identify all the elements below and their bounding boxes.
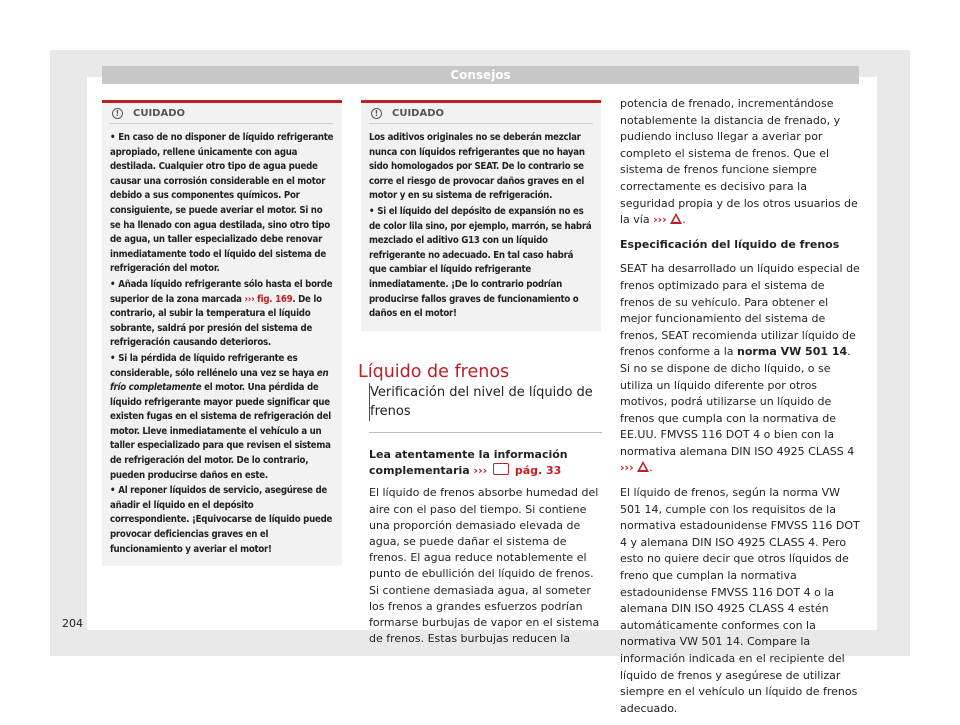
- body-paragraph: El líquido de frenos absorbe humedad del aire con el paso del tiempo. Si contiene una proporción demasiado elevada de agua, se puede dañar el sistema de frenos. El agua reduce notablemente el punto de ebullición del líquido de frenos. Si contiene demasiada agua, al someter los frenos a grandes esfuerzos podrían formarse burbujas de vapor en el sistema de frenos. Estas burbujas reducen la: [369, 486, 600, 646]
- subheading: Especificación del líquido de frenos: [620, 237, 840, 251]
- bullet-icon: •: [110, 485, 116, 497]
- warning-box-middle: [361, 100, 601, 331]
- middle-column: [369, 447, 602, 653]
- bullet-icon: •: [110, 278, 116, 290]
- warning-label: CUIDADO: [392, 107, 445, 119]
- ref-arrows[interactable]: ›››: [653, 213, 667, 227]
- page-link[interactable]: pág. 33: [514, 464, 562, 478]
- page-number: 204: [62, 617, 83, 630]
- warning-bullet: • En caso de no disponer de líquido refrigerante apropiado, rellene únicamente con agua destilada. Cualquier otro tipo de agua puede causar una corrosión considerable en el motor debido a sus componentes químicos. Por consiguiente, se puede averiar el motor. Si no se ha llenado con agua destilada, sino otro tipo de agua, un taller especializado debe renovar inmediatamente todo el líquido del sistema de refrigeración del motor.: [110, 132, 334, 275]
- bullet-icon: •: [110, 132, 116, 143]
- warning-box-left: [102, 100, 342, 566]
- body-paragraph: potencia de frenado, incrementándose notablemente la distancia de frenado, y pudiendo incluso llegar a averiar por completo el sistema de frenos. Que el sistema de frenos funcione siempre correctamente es decisivo para la seguridad propia y de los otros usuarios de la vía ››› .: [620, 97, 858, 227]
- body-paragraph: El líquido de frenos, según la norma VW 501 14, cumple con los requisitos de la normativa estadounidense FMVSS 116 DOT 4 y alemana DIN ISO 4925 CLASS 4. Pero esto no quiere decir que otros líquidos de freno que cumplan la normativa estadounidense FMVSS 116 DOT 4 o la alemana DIN ISO 4925 CLASS 4 estén automáticamente conformes con la normativa VW 501 14. Compare la información indicada en el recipiente del líquido de frenos y asegúrese de utilizar siempre en el vehículo un líquido de frenos adecuado.: [620, 486, 860, 715]
- warning-header: [361, 103, 601, 123]
- ref-arrows[interactable]: ›››: [620, 461, 634, 475]
- bullet-icon: •: [369, 205, 375, 217]
- warning-triangle-icon: [670, 213, 682, 224]
- section-title: Líquido de frenos: [358, 362, 510, 382]
- body-paragraph: SEAT ha desarrollado un líquido especial de frenos optimizado para el sistema de frenos de su vehículo. Para obtener el mejor funcionamiento del sistema de frenos, SEAT recomienda utilizar líquido de frenos conforme a la norma VW 501 14. Si no se dispone de dicho líquido, o se utiliza un líquido diferente por otros motivos, podrá utilizarse un líquido de frenos que cumpla con la normativa de EE.UU. FMVSS 116 DOT 4 o bien con la normativa alemana DIN ISO 4925 CLASS 4 ››› .: [620, 262, 860, 475]
- figure-link[interactable]: ››› fig. 169: [244, 293, 293, 305]
- warning-triangle-icon: [637, 461, 649, 472]
- warning-bullet: • Si el líquido del depósito de expansión no es de color lila sino, por ejemplo, marrón, se habrá mezclado el aditivo G13 con un líquido refrigerante no adecuado. En tal caso habrá que cambiar el líquido refrigerante inmediatamente. ¡De lo contrario podrían producirse fallos graves de funcionamiento o daños en el motor!: [369, 205, 592, 320]
- warning-body: [110, 123, 334, 566]
- warning-header: [102, 103, 342, 123]
- warning-bullet: • Si la pérdida de líquido refrigerante es considerable, sólo rellénelo una vez se haya en frío completamente el motor. Una pérdida de líquido refrigerante mayor puede significar que existen fugas en el sistema de refrigeración del motor. Lleve inmediatamente el vehículo a un taller especializado para que revisen el sistema de refrigeración del motor. De lo contrario, pueden producirse daños en este.: [110, 352, 331, 481]
- right-column: [620, 96, 860, 725]
- book-icon: [493, 463, 509, 475]
- bullet-icon: •: [110, 352, 116, 364]
- warning-bullet: • Añada líquido refrigerante sólo hasta el borde superior de la zona marcada ››› fig. 169. De lo contrario, al subir la temperatura el líquido sobrante, saldrá por presión del sistema de refrigeración causando deterioros.: [110, 278, 333, 349]
- lead-paragraph: Lea atentamente la información complementaria ››› pág. 33: [369, 448, 568, 478]
- warning-label: CUIDADO: [133, 107, 186, 119]
- warning-icon: !: [371, 108, 382, 119]
- ref-arrows[interactable]: ›››: [473, 464, 488, 478]
- divider: [369, 432, 602, 433]
- warning-body: [369, 123, 593, 331]
- warning-icon: !: [112, 108, 123, 119]
- warning-bullet: • Al reponer líquidos de servicio, asegúrese de añadir el líquido en el depósito correspondiente. ¡Equivocarse de líquido puede provocar deficiencias graves en el funcionamiento y averiar el motor!: [110, 485, 333, 555]
- section-header: Consejos: [102, 66, 859, 84]
- warning-paragraph: Los aditivos originales no se deberán mezclar nunca con líquidos refrigerantes que no hayan sido homologados por SEAT. De lo contrario se corre el riesgo de provocar daños graves en el motor y en su sistema de refrigeración.: [369, 132, 585, 202]
- section-subtitle: Verificación del nivel de líquido de frenos: [369, 383, 605, 421]
